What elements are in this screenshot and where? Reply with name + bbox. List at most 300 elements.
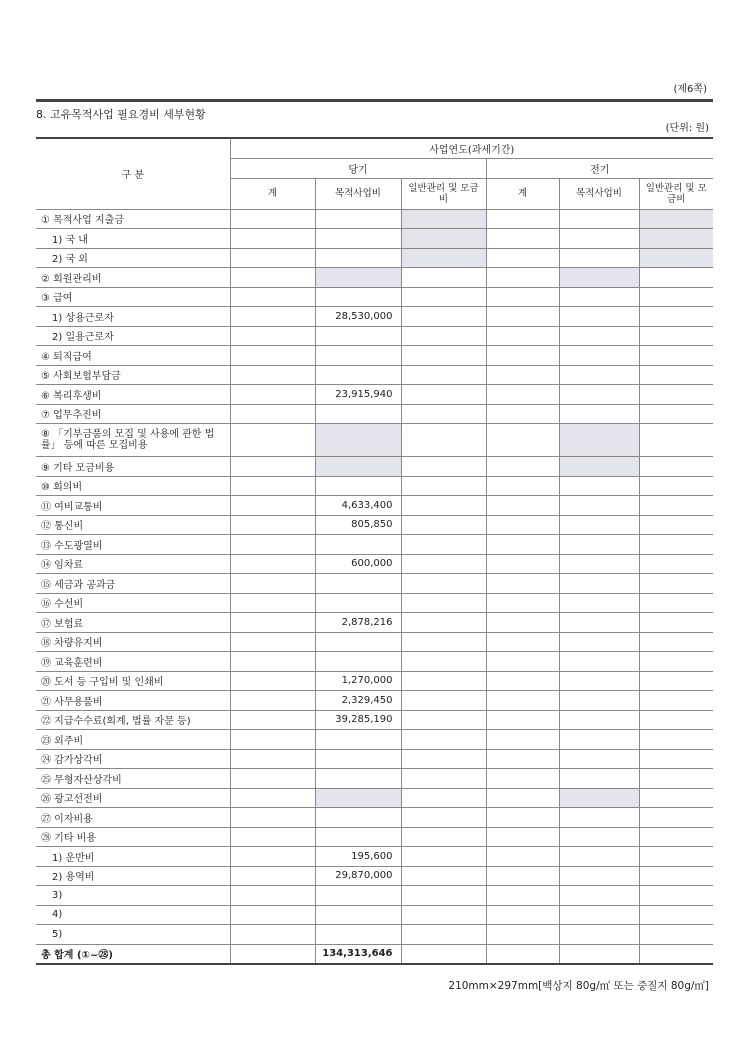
row-label: ⑥ 복리후생비: [36, 385, 230, 405]
cell-value: [401, 229, 486, 249]
cell-value: [401, 248, 486, 268]
cell-value: 195,600: [315, 847, 401, 867]
table-row: [36, 424, 713, 457]
cell-value: [559, 827, 639, 847]
cell-value: [486, 671, 559, 691]
cell-value: 134,313,646: [315, 944, 401, 964]
cell-value: [486, 268, 559, 288]
row-label: ⑬ 수도광열비: [36, 535, 230, 555]
cell-value: [230, 424, 315, 457]
cell-value: [486, 691, 559, 711]
table-row: [36, 496, 713, 516]
cell-value: [401, 365, 486, 385]
cell-value: [486, 632, 559, 652]
row-label: ⑩ 회의비: [36, 476, 230, 496]
cell-value: [486, 248, 559, 268]
table-row: [36, 554, 713, 574]
cell-value: [315, 593, 401, 613]
row-label: 총 합계 (①~㉘): [36, 944, 230, 964]
cell-value: [639, 632, 713, 652]
cell-value: [486, 554, 559, 574]
table-row: [36, 287, 713, 307]
header-col-total-previous: 계: [486, 178, 559, 209]
cell-value: [486, 574, 559, 594]
cell-value: [486, 404, 559, 424]
section-title: 8. 고유목적사업 필요경비 세부현황: [36, 108, 206, 121]
cell-value: [401, 326, 486, 346]
cell-value: [230, 326, 315, 346]
table-row-total: [36, 944, 713, 964]
expense-table: [36, 137, 713, 965]
cell-value: [639, 307, 713, 327]
header-year-group: 사업연도(과세기간): [230, 138, 713, 158]
cell-value: [559, 652, 639, 672]
row-label: ⑱ 차량유지비: [36, 632, 230, 652]
cell-value: [559, 808, 639, 828]
cell-value: [315, 905, 401, 925]
cell-value: [230, 652, 315, 672]
cell-value: [401, 346, 486, 366]
cell-value: [559, 307, 639, 327]
cell-value: [639, 886, 713, 906]
cell-value: [486, 593, 559, 613]
cell-value: [559, 496, 639, 516]
row-label: 1) 상용근로자: [36, 307, 230, 327]
cell-value: [639, 613, 713, 633]
row-label: ⑳ 도서 등 구입비 및 인쇄비: [36, 671, 230, 691]
cell-value: [486, 847, 559, 867]
cell-value: [486, 385, 559, 405]
top-rule: [36, 99, 713, 102]
cell-value: [639, 346, 713, 366]
header-col-admin-previous: 일반관리 및 모금비: [639, 178, 713, 209]
cell-value: [559, 593, 639, 613]
cell-value: [486, 287, 559, 307]
cell-value: [486, 730, 559, 750]
cell-value: [486, 365, 559, 385]
row-label: ㉗ 이자비용: [36, 808, 230, 828]
cell-value: [559, 385, 639, 405]
header-previous: 전기: [486, 158, 713, 178]
cell-value: [401, 808, 486, 828]
cell-value: [315, 476, 401, 496]
cell-value: [639, 944, 713, 964]
table-row: [36, 307, 713, 327]
row-label: ⑯ 수선비: [36, 593, 230, 613]
cell-value: [315, 365, 401, 385]
cell-value: [559, 404, 639, 424]
cell-value: [639, 905, 713, 925]
cell-value: [486, 496, 559, 516]
cell-value: [230, 866, 315, 886]
cell-value: [230, 632, 315, 652]
cell-value: 2,329,450: [315, 691, 401, 711]
cell-value: [401, 457, 486, 477]
cell-value: [315, 769, 401, 789]
table-row: [36, 691, 713, 711]
cell-value: [401, 847, 486, 867]
cell-value: [486, 476, 559, 496]
cell-value: [230, 847, 315, 867]
cell-value: [639, 866, 713, 886]
cell-value: [401, 944, 486, 964]
cell-value: 1,270,000: [315, 671, 401, 691]
cell-value: [559, 886, 639, 906]
table-body: [36, 209, 713, 964]
cell-value: [639, 229, 713, 249]
row-label: ㉑ 사무용품비: [36, 691, 230, 711]
cell-value: 2,878,216: [315, 613, 401, 633]
row-label: ③ 급여: [36, 287, 230, 307]
cell-value: [486, 424, 559, 457]
cell-value: [486, 749, 559, 769]
cell-value: [486, 944, 559, 964]
cell-value: [559, 574, 639, 594]
cell-value: [559, 730, 639, 750]
cell-value: [559, 268, 639, 288]
cell-value: [559, 847, 639, 867]
cell-value: [401, 652, 486, 672]
cell-value: [230, 404, 315, 424]
cell-value: [315, 632, 401, 652]
table-row: [36, 730, 713, 750]
cell-value: [639, 769, 713, 789]
cell-value: [401, 613, 486, 633]
cell-value: [559, 788, 639, 808]
cell-value: [230, 808, 315, 828]
cell-value: [401, 632, 486, 652]
header-col-admin-current: 일반관리 및 모금비: [401, 178, 486, 209]
table-row: [36, 886, 713, 906]
cell-value: [559, 691, 639, 711]
row-label: ① 목적사업 지출금: [36, 209, 230, 229]
cell-value: [401, 769, 486, 789]
cell-value: [230, 905, 315, 925]
table-row: [36, 652, 713, 672]
cell-value: [486, 866, 559, 886]
row-label: ⑫ 통신비: [36, 515, 230, 535]
cell-value: [401, 925, 486, 945]
cell-value: [230, 788, 315, 808]
row-label: ㉖ 광고선전비: [36, 788, 230, 808]
row-label: ④ 퇴직급여: [36, 346, 230, 366]
cell-value: [401, 886, 486, 906]
cell-value: [639, 404, 713, 424]
cell-value: [559, 535, 639, 555]
row-label: ㉘ 기타 비용: [36, 827, 230, 847]
cell-value: [639, 476, 713, 496]
table-row: [36, 866, 713, 886]
row-label: ⑭ 임차료: [36, 554, 230, 574]
cell-value: 600,000: [315, 554, 401, 574]
table-row: [36, 847, 713, 867]
header-current: 당기: [230, 158, 486, 178]
table-row: [36, 457, 713, 477]
cell-value: [315, 749, 401, 769]
cell-value: [401, 671, 486, 691]
cell-value: [401, 574, 486, 594]
cell-value: [230, 307, 315, 327]
cell-value: [559, 229, 639, 249]
cell-value: [559, 671, 639, 691]
cell-value: [315, 574, 401, 594]
cell-value: [401, 749, 486, 769]
cell-value: [230, 710, 315, 730]
cell-value: [559, 710, 639, 730]
row-label: 4): [36, 905, 230, 925]
cell-value: [639, 788, 713, 808]
cell-value: 805,850: [315, 515, 401, 535]
header-category: 구 분: [36, 138, 230, 209]
cell-value: [401, 691, 486, 711]
cell-value: [315, 346, 401, 366]
cell-value: [315, 229, 401, 249]
cell-value: [230, 268, 315, 288]
expense-table-wrapper: [36, 137, 713, 965]
cell-value: [401, 268, 486, 288]
cell-value: [639, 808, 713, 828]
cell-value: [559, 554, 639, 574]
page-number: (제6쪽): [673, 84, 707, 95]
cell-value: [315, 886, 401, 906]
cell-value: [559, 944, 639, 964]
row-label: ⑨ 기타 모금비용: [36, 457, 230, 477]
row-label: 3): [36, 886, 230, 906]
cell-value: [559, 749, 639, 769]
table-row: [36, 925, 713, 945]
cell-value: [230, 287, 315, 307]
cell-value: [230, 925, 315, 945]
row-label: ㉔ 감가상각비: [36, 749, 230, 769]
cell-value: [401, 730, 486, 750]
cell-value: [486, 788, 559, 808]
cell-value: [559, 476, 639, 496]
row-label: ㉓ 외주비: [36, 730, 230, 750]
cell-value: [315, 326, 401, 346]
cell-value: [559, 209, 639, 229]
table-row: [36, 365, 713, 385]
cell-value: [401, 287, 486, 307]
cell-value: [230, 554, 315, 574]
table-row: [36, 574, 713, 594]
cell-value: [486, 886, 559, 906]
cell-value: [559, 248, 639, 268]
cell-value: [315, 248, 401, 268]
cell-value: [401, 476, 486, 496]
row-label: ⑧ 「기부금품의 모집 및 사용에 관한 법률」 등에 따른 모집비용: [36, 424, 230, 457]
cell-value: [401, 554, 486, 574]
cell-value: [230, 476, 315, 496]
table-row: [36, 346, 713, 366]
row-label: ⑪ 여비교통비: [36, 496, 230, 516]
cell-value: [230, 671, 315, 691]
cell-value: [559, 613, 639, 633]
cell-value: [559, 925, 639, 945]
cell-value: [639, 710, 713, 730]
cell-value: [401, 593, 486, 613]
cell-value: [315, 652, 401, 672]
cell-value: [559, 326, 639, 346]
cell-value: [639, 691, 713, 711]
cell-value: [639, 385, 713, 405]
cell-value: [639, 535, 713, 555]
table-row: [36, 769, 713, 789]
cell-value: [401, 827, 486, 847]
cell-value: [230, 730, 315, 750]
cell-value: [230, 229, 315, 249]
cell-value: [401, 385, 486, 405]
cell-value: [315, 925, 401, 945]
cell-value: 29,870,000: [315, 866, 401, 886]
table-row: [36, 749, 713, 769]
cell-value: [401, 424, 486, 457]
cell-value: [315, 808, 401, 828]
cell-value: [230, 769, 315, 789]
table-row: [36, 593, 713, 613]
table-row: [36, 808, 713, 828]
cell-value: [230, 613, 315, 633]
cell-value: [230, 515, 315, 535]
cell-value: [230, 496, 315, 516]
header-col-total-current: 계: [230, 178, 315, 209]
cell-value: [401, 209, 486, 229]
cell-value: [639, 496, 713, 516]
cell-value: [230, 457, 315, 477]
cell-value: [486, 515, 559, 535]
cell-value: 4,633,400: [315, 496, 401, 516]
cell-value: [401, 866, 486, 886]
table-row: [36, 476, 713, 496]
cell-value: [559, 866, 639, 886]
table-row: [36, 788, 713, 808]
table-row: [36, 209, 713, 229]
cell-value: [559, 632, 639, 652]
table-row: [36, 404, 713, 424]
cell-value: [486, 827, 559, 847]
cell-value: [639, 515, 713, 535]
cell-value: [559, 905, 639, 925]
cell-value: [559, 424, 639, 457]
cell-value: [639, 925, 713, 945]
cell-value: [401, 515, 486, 535]
cell-value: [639, 287, 713, 307]
cell-value: [401, 788, 486, 808]
row-label: 1) 운반비: [36, 847, 230, 867]
cell-value: [639, 457, 713, 477]
cell-value: [486, 925, 559, 945]
table-row: [36, 827, 713, 847]
row-label: ② 회원관리비: [36, 268, 230, 288]
row-label: ⑲ 교육훈련비: [36, 652, 230, 672]
table-row: [36, 385, 713, 405]
cell-value: [486, 535, 559, 555]
row-label: 2) 일용근로자: [36, 326, 230, 346]
cell-value: [230, 593, 315, 613]
cell-value: [401, 496, 486, 516]
cell-value: [639, 365, 713, 385]
cell-value: [230, 535, 315, 555]
row-label: 5): [36, 925, 230, 945]
cell-value: [486, 346, 559, 366]
cell-value: [486, 326, 559, 346]
table-row: [36, 229, 713, 249]
cell-value: [639, 730, 713, 750]
cell-value: [486, 613, 559, 633]
cell-value: [639, 424, 713, 457]
table-row: [36, 515, 713, 535]
row-label: 2) 용역비: [36, 866, 230, 886]
cell-value: [230, 209, 315, 229]
cell-value: [639, 652, 713, 672]
cell-value: [559, 287, 639, 307]
header-col-purpose-current: 목적사업비: [315, 178, 401, 209]
unit-label: (단위: 원): [665, 123, 709, 134]
cell-value: [230, 827, 315, 847]
cell-value: [639, 574, 713, 594]
cell-value: [401, 307, 486, 327]
table-row: [36, 535, 713, 555]
cell-value: [401, 404, 486, 424]
cell-value: [639, 248, 713, 268]
cell-value: [230, 365, 315, 385]
cell-value: 23,915,940: [315, 385, 401, 405]
cell-value: [639, 554, 713, 574]
cell-value: [559, 769, 639, 789]
cell-value: 28,530,000: [315, 307, 401, 327]
cell-value: [486, 307, 559, 327]
cell-value: [486, 229, 559, 249]
cell-value: [486, 710, 559, 730]
cell-value: [230, 944, 315, 964]
row-label: ㉕ 무형자산상각비: [36, 769, 230, 789]
cell-value: [230, 248, 315, 268]
table-row: [36, 671, 713, 691]
cell-value: [315, 287, 401, 307]
cell-value: [639, 847, 713, 867]
cell-value: [639, 326, 713, 346]
header-col-purpose-previous: 목적사업비: [559, 178, 639, 209]
cell-value: [230, 691, 315, 711]
cell-value: [486, 808, 559, 828]
cell-value: [486, 769, 559, 789]
table-row: [36, 613, 713, 633]
cell-value: [639, 749, 713, 769]
cell-value: [315, 209, 401, 229]
cell-value: [230, 886, 315, 906]
table-row: [36, 710, 713, 730]
cell-value: [639, 209, 713, 229]
cell-value: [639, 268, 713, 288]
cell-value: [230, 749, 315, 769]
table-row: [36, 248, 713, 268]
cell-value: [315, 827, 401, 847]
row-label: ㉒ 지급수수료(회계, 법률 자문 등): [36, 710, 230, 730]
cell-value: [401, 905, 486, 925]
row-label: ⑤ 사회보험부담금: [36, 365, 230, 385]
table-header: [36, 138, 713, 209]
cell-value: [559, 346, 639, 366]
cell-value: [315, 730, 401, 750]
cell-value: [315, 535, 401, 555]
cell-value: [486, 209, 559, 229]
cell-value: [315, 268, 401, 288]
paper-spec-footer: 210mm×297mm[백상지 80g/㎡ 또는 중질지 80g/㎡]: [448, 980, 709, 992]
cell-value: [559, 515, 639, 535]
cell-value: 39,285,190: [315, 710, 401, 730]
cell-value: [315, 404, 401, 424]
cell-value: [401, 535, 486, 555]
cell-value: [315, 457, 401, 477]
